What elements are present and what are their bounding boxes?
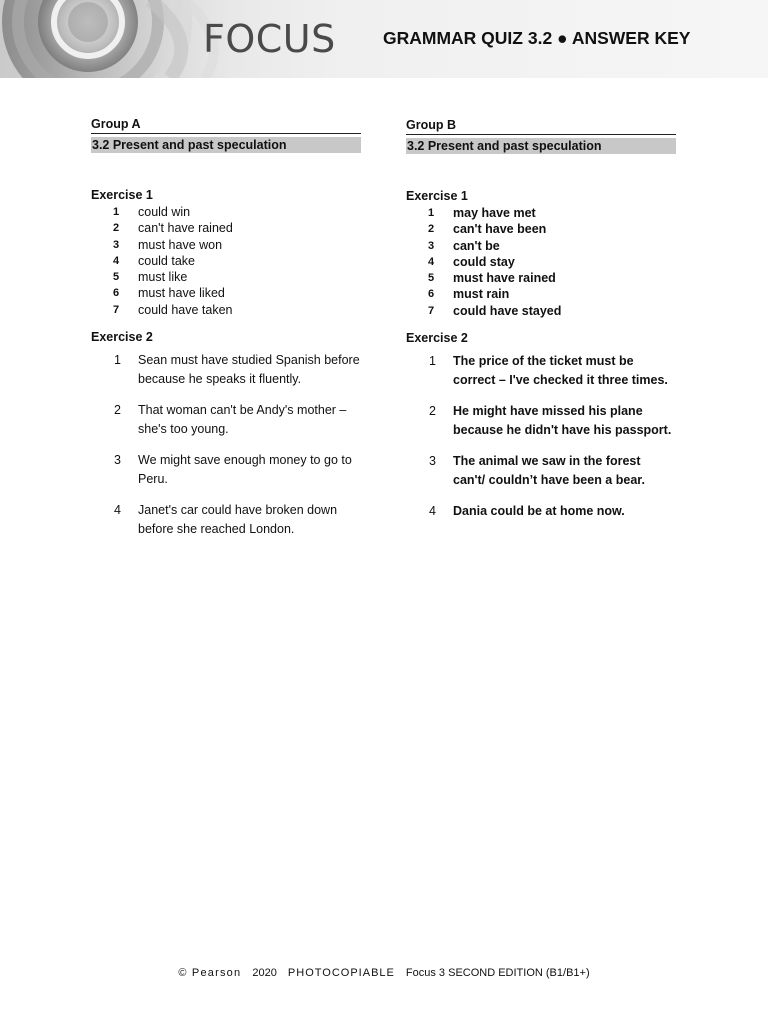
- item-number: 4: [114, 503, 121, 518]
- item-answer: could have taken: [138, 302, 233, 317]
- item-number: 4: [429, 504, 436, 519]
- group-b-exercise-2-title: Exercise 2: [406, 331, 468, 346]
- list-item: [406, 238, 676, 254]
- item-answer: can't have been: [453, 222, 547, 237]
- item-answer: We might save enough money to go to Peru.: [138, 453, 352, 487]
- item-answer: Janet's car could have broken down before she reached London.: [138, 503, 338, 537]
- item-number: 4: [113, 254, 120, 267]
- item-answer: can't have rained: [138, 221, 233, 236]
- list-item: [406, 402, 676, 440]
- item-number: 1: [114, 353, 121, 368]
- list-item: [406, 254, 676, 270]
- page-title: GRAMMAR QUIZ 3.2 ● ANSWER KEY: [383, 28, 691, 48]
- footer-copyright: © Pearson: [178, 967, 242, 979]
- list-item: [406, 502, 676, 521]
- page-footer: [0, 966, 768, 980]
- list-item: [406, 452, 676, 490]
- list-item: [91, 451, 361, 489]
- item-number: 6: [428, 288, 435, 301]
- list-item: [406, 303, 676, 319]
- item-number: 7: [113, 303, 120, 316]
- item-number: 2: [114, 403, 121, 418]
- list-item: [91, 253, 361, 269]
- item-answer: can't be: [453, 238, 500, 253]
- group-b-title: Group B: [406, 117, 676, 135]
- item-number: 1: [428, 207, 435, 219]
- item-number: 2: [429, 404, 436, 419]
- item-number: 3: [113, 238, 120, 251]
- item-answer: That woman can't be Andy's mother – she's too young.: [138, 403, 347, 437]
- group-b-exercise-1-list: [406, 205, 676, 319]
- page-header: [0, 0, 768, 78]
- item-number: 5: [113, 271, 120, 284]
- list-item: [91, 351, 361, 389]
- item-number: 5: [428, 272, 435, 285]
- item-answer: must like: [138, 270, 188, 285]
- item-answer: The animal we saw in the forest can't/ couldn’t have been a bear.: [453, 454, 645, 488]
- list-item: [406, 205, 676, 221]
- group-a-column: [91, 116, 361, 551]
- group-a-exercise-2-title: Exercise 2: [91, 330, 153, 345]
- item-answer: Sean must have studied Spanish before because he speaks it fluently.: [138, 353, 360, 387]
- list-item: [406, 352, 676, 390]
- item-number: 3: [428, 239, 435, 252]
- item-number: 7: [428, 304, 435, 317]
- item-number: 1: [429, 354, 436, 369]
- list-item: [91, 237, 361, 253]
- group-b-exercise-2-list: [406, 352, 676, 521]
- list-item: [91, 204, 361, 220]
- item-number: 3: [429, 454, 436, 469]
- item-number: 2: [428, 223, 435, 236]
- list-item: [91, 501, 361, 539]
- footer-photocopiable: PHOTOCOPIABLE: [287, 967, 395, 979]
- item-answer: could take: [138, 253, 195, 268]
- list-item: [406, 286, 676, 302]
- item-number: 3: [114, 453, 121, 468]
- item-answer: The price of the ticket must be correct – I've checked it three times.: [453, 354, 668, 388]
- item-answer: could stay: [453, 254, 515, 269]
- item-number: 1: [113, 206, 120, 218]
- brand-logo-text: FOCUS: [203, 17, 336, 61]
- group-b-column: [406, 117, 676, 533]
- list-item: [406, 221, 676, 237]
- list-item: [91, 401, 361, 439]
- item-answer: must have liked: [138, 286, 225, 301]
- group-b-exercise-1-title: Exercise 1: [406, 189, 468, 203]
- list-item: [91, 269, 361, 285]
- item-answer: He might have missed his plane because he didn't have his passport.: [453, 404, 672, 438]
- item-answer: could have stayed: [453, 303, 562, 318]
- item-answer: Dania could be at home now.: [453, 504, 625, 519]
- item-number: 6: [113, 287, 120, 300]
- item-answer: could win: [138, 205, 191, 219]
- list-item: [91, 285, 361, 301]
- list-item: [91, 220, 361, 236]
- group-b-section-heading: 3.2 Present and past speculation: [406, 138, 676, 154]
- group-a-exercise-2-list: [91, 351, 361, 539]
- item-answer: must rain: [453, 287, 510, 302]
- group-a-exercise-1-list: [91, 204, 361, 318]
- list-item: [406, 270, 676, 286]
- item-answer: must have won: [138, 237, 223, 252]
- footer-year: 2020: [252, 967, 277, 979]
- group-a-section-heading: 3.2 Present and past speculation: [91, 137, 361, 153]
- item-number: 2: [113, 222, 120, 235]
- item-answer: may have met: [453, 206, 536, 220]
- item-number: 4: [428, 255, 435, 268]
- item-answer: must have rained: [453, 271, 556, 286]
- footer-edition: Focus 3 SECOND EDITION (B1/B1+): [405, 967, 590, 979]
- group-a-title: Group A: [91, 116, 361, 134]
- group-a-exercise-1-title: Exercise 1: [91, 188, 153, 202]
- list-item: [91, 302, 361, 318]
